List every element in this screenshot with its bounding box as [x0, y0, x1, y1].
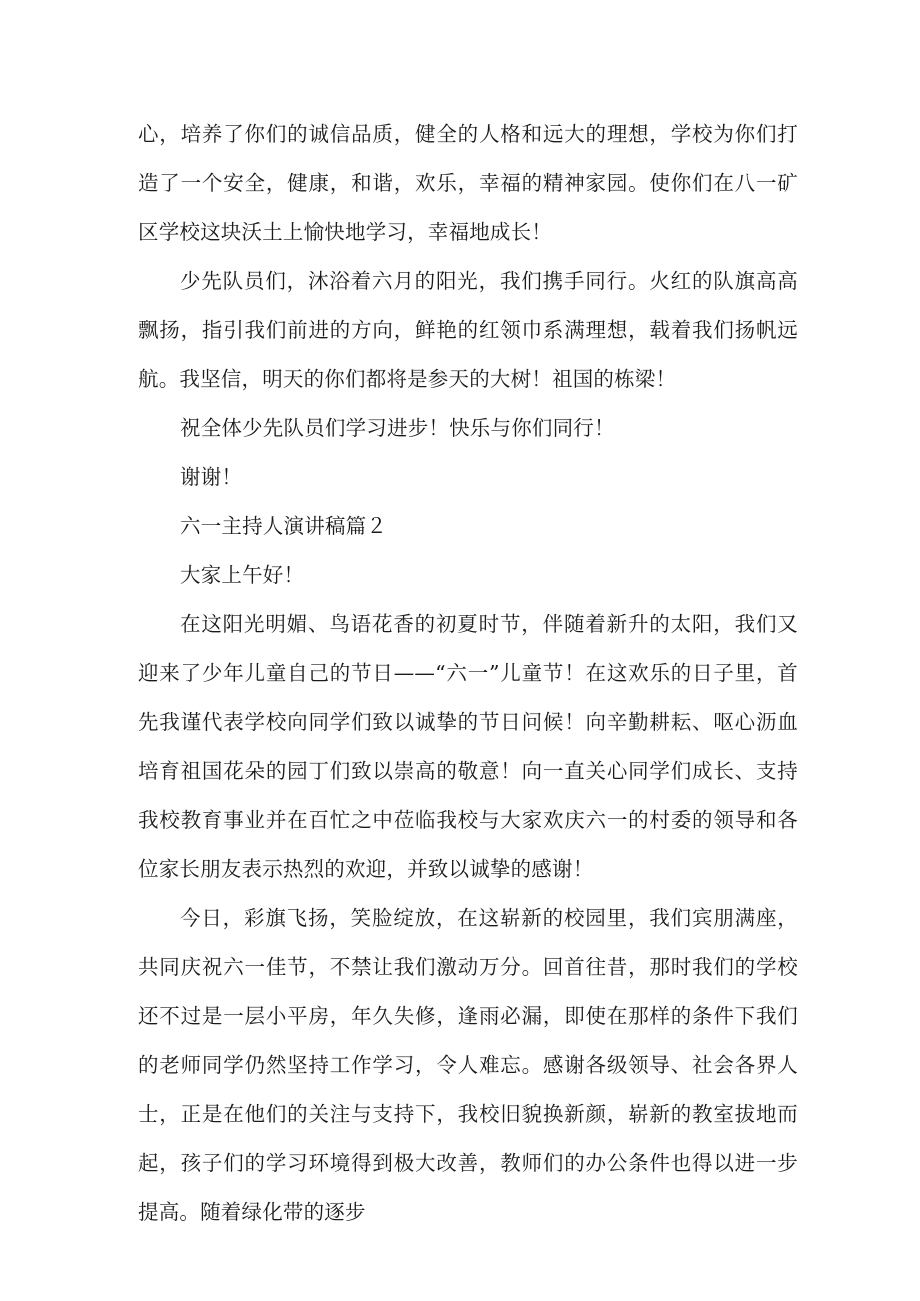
- paragraph-greeting: 大家上午好！: [180, 563, 305, 587]
- paragraph-opening: 在这阳光明媚、鸟语花香的初夏时节，伴随着新升的太阳，我们又迎来了少年儿童自己的节日——“六一”儿童节！在这欢乐的日子里，首先我谨代表学校向同学们致以诚挚的节日问候！向辛勤耕耘、呕心沥血培育祖国花朵的园丁们致以崇高的敬意！向一直关心同学们成长、支持我校教育事业并在百忙之中莅临我校与大家欢庆六一的村委的领导和各位家长朋友表示热烈的欢迎，并致以诚挚的感谢！: [138, 612, 798, 881]
- paragraph-wishes: 祝全体少先队员们学习进步！快乐与你们同行！: [180, 416, 615, 440]
- paragraph-continuation: 心，培养了你们的诚信品质，健全的人格和远大的理想，学校为你们打造了一个安全，健康，和谐，欢乐，幸福的精神家园。使你们在八一矿区学校这块沃土上愉快地学习，幸福地成长！: [138, 122, 798, 244]
- paragraph-thanks: 谢谢！: [180, 465, 243, 489]
- paragraph-today: 今日，彩旗飞扬，笑脸绽放，在这崭新的校园里，我们宾朋满座，共同庆祝六一佳节，不禁让我们激动万分。回首往昔，那时我们的学校还不过是一层小平房，年久失修，逢雨必漏，即使在那样的条件下我们的老师同学仍然坚持工作学习，令人难忘。感谢各级领导、社会各界人士，正是在他们的关注与支持下，我校旧貌换新颜，崭新的教室拔地而起，孩子们的学习环境得到极大改善，教师们的办公条件也得以进一步提高。随着绿化带的逐步: [138, 906, 798, 1224]
- paragraph-young-pioneers: 少先队员们，沐浴着六月的阳光，我们携手同行。火红的队旗高高飘扬，指引我们前进的方向，鲜艳的红领巾系满理想，载着我们扬帆远航。我坚信，明天的你们都将是参天的大树！祖国的栋梁！: [138, 269, 798, 391]
- section-heading: 六一主持人演讲稿篇２: [180, 514, 387, 538]
